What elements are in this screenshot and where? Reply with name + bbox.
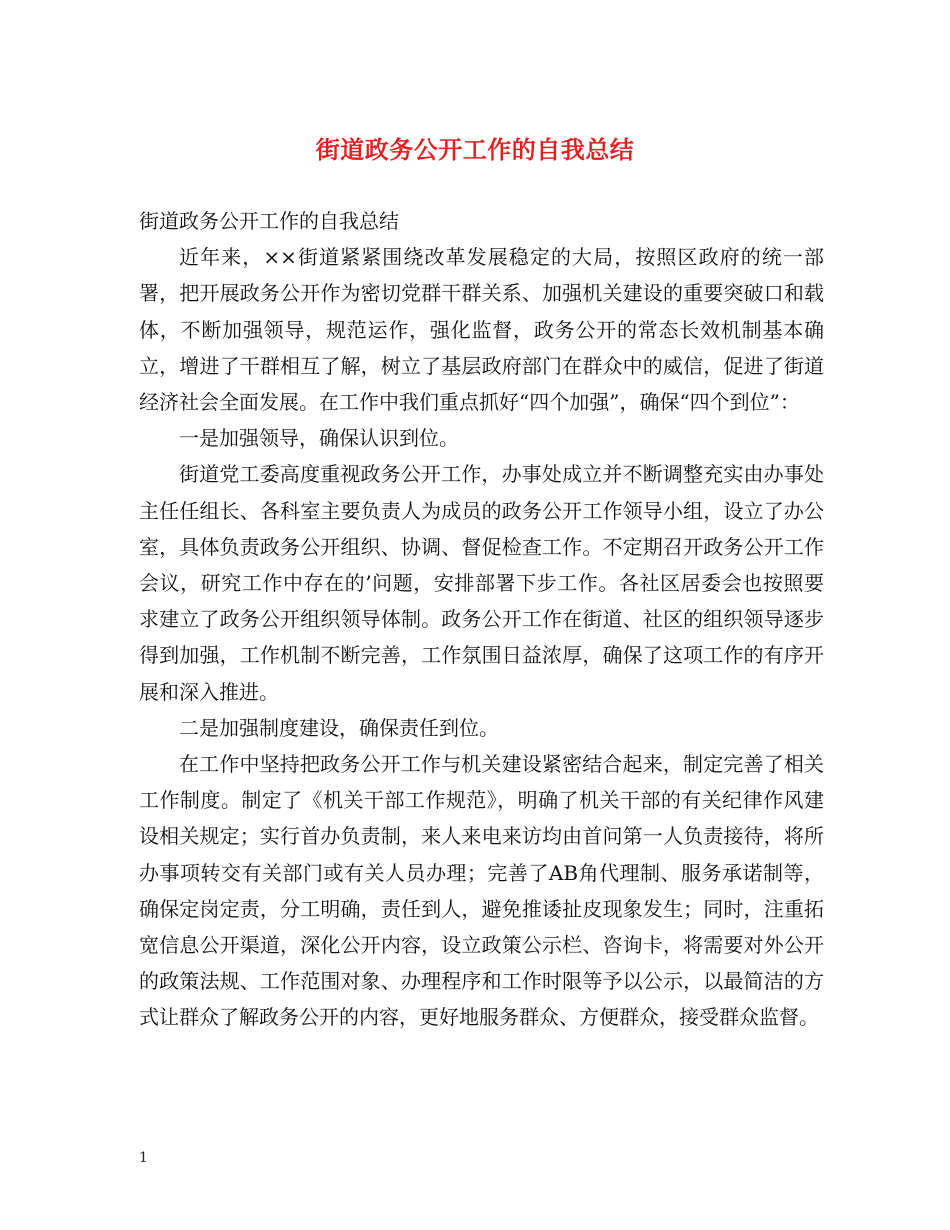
document-title: 街道政务公开工作的自我总结 (315, 135, 635, 164)
document-body (139, 203, 824, 1036)
document-subtitle: 街道政务公开工作的自我总结 (139, 209, 399, 233)
section-heading-1: 一是加强领导，确保认识到位。 (179, 426, 459, 451)
paragraph-section-1: 街道党工委高度重视政务公开工作，办事处成立并不断调整充实由办事处主任任组长、各科室主要负责人为成员的政务公开工作领导小组，设立了办公室，具体负责政务公开组织、协调、督促检查工作。不定期召开政务公开工作会议，研究工作中存在的’问题，安排部署下步工作。各社区居委会也按照要求建立了政务公开组织领导体制。政务公开工作在街道、社区的组织领导逐步得到加强，工作机制不断完善，工作氛围日益浓厚，确保了这项工作的有序开展和深入推进。 (139, 462, 824, 704)
section-heading-2: 二是加强制度建设，确保责任到位。 (179, 715, 499, 740)
paragraph-section-2: 在工作中坚持把政务公开工作与机关建设紧密结合起来，制定完善了相关工作制度。制定了《机关干部工作规范》，明确了机关干部的有关纪律作风建设相关规定；实行首办负责制，来人来电来访均由首问第一人负责接待，将所办事项转交有关部门或有关人员办理；完善了AB角代理制、服务承诺制等，确保定岗定责，分工明确，责任到人，避免推诿扯皮现象发生；同时，注重拓宽信息公开渠道，深化公开内容，设立政策公示栏、咨询卡，将需要对外公开的政策法规、工作范围对象、办理程序和工作时限等予以公示，以最简洁的方式让群众了解政务公开的内容，更好地服务群众、方便群众，接受群众监督。 (139, 752, 824, 1030)
page-number: 1 (139, 1150, 148, 1166)
paragraph-intro: 近年来，××街道紧紧围绕改革发展稳定的大局，按照区政府的统一部署，把开展政务公开作为密切党群干群关系、加强机关建设的重要突破口和载体，不断加强领导，规范运作，强化监督，政务公开的常态长效机制基本确立，增进了干群相互了解，树立了基层政府部门在群众中的威信，促进了街道经济社会全面发展。在工作中我们重点抓好“四个加强”，确保“四个到位”： (139, 245, 824, 415)
